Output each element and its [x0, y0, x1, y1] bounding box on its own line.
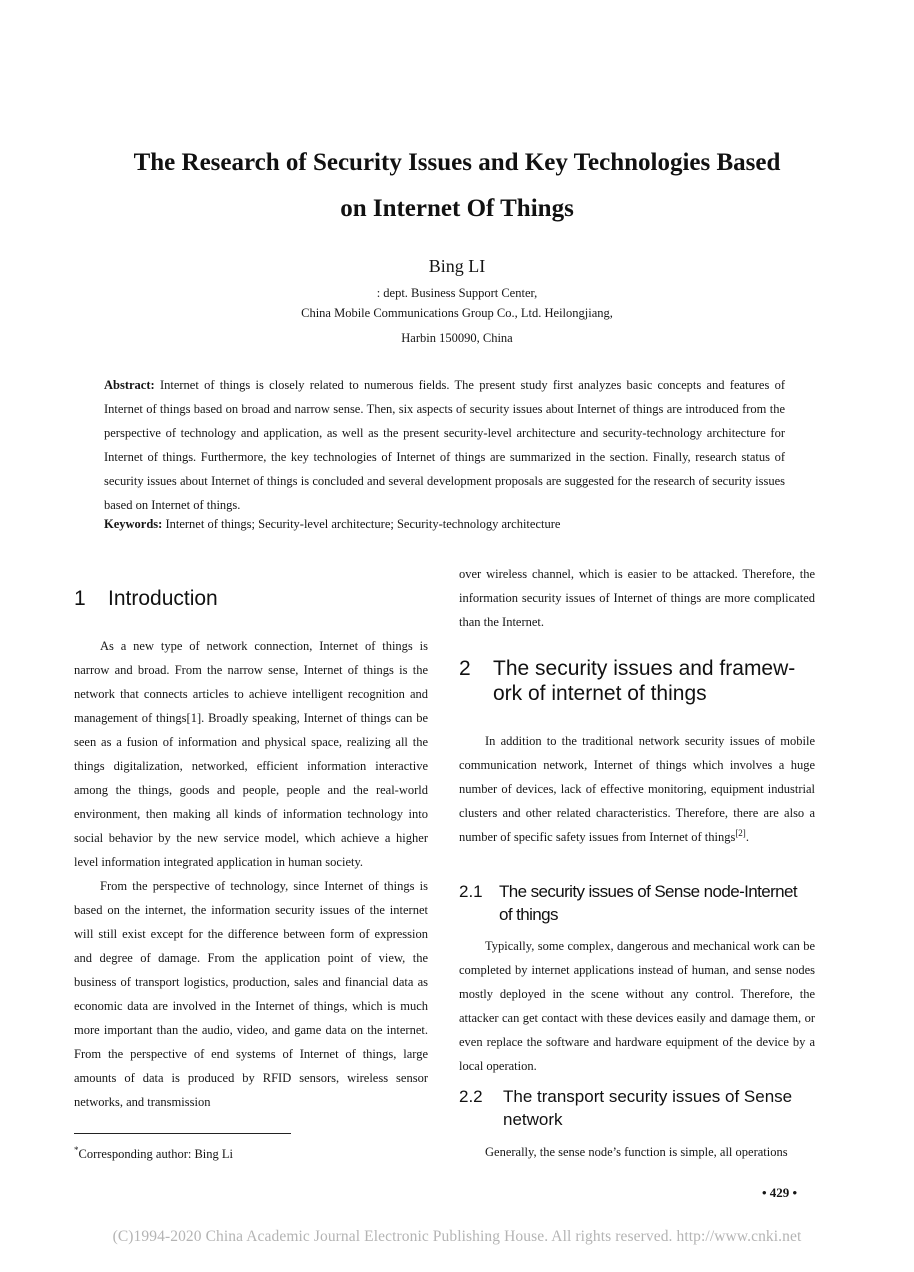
section-2-paragraph-end: . — [745, 830, 749, 844]
section-2-title-line-1: The security issues and framew- — [493, 657, 796, 680]
keywords — [104, 517, 785, 532]
subsection-2-1-title-line-1: The security issues of Sense node-Internet — [499, 882, 797, 901]
paper-title-line-1: The Research of Security Issues and Key Technologies Based — [133, 149, 781, 176]
subsection-2-1-title-line-2: of things — [499, 905, 558, 924]
section-2-body — [459, 729, 815, 849]
footnote-text: Corresponding author: Bing Li — [78, 1147, 233, 1161]
paper-title — [40, 140, 874, 232]
subsection-2-1-paragraph: Typically, some complex, dangerous and mechanical work can be completed by internet applications instead of human, and sense nodes mostly deployed in the scene without any control. Therefore, the attacker can get contact with these devices easily and damage them, or even replace the software and hardware equipment of the device by a local operation. — [459, 939, 815, 1073]
subsection-2-2-title-line-2: network — [503, 1110, 563, 1129]
subsection-2-2-title-line-1: The transport security issues of Sense — [503, 1087, 793, 1106]
section-2-heading — [459, 656, 819, 708]
affiliation-line-3: Harbin 150090, China — [401, 331, 513, 345]
footnote — [74, 1144, 233, 1162]
subsection-2-2-body — [459, 1140, 815, 1164]
subsection-2-2-paragraph: Generally, the sense node’s function is simple, all operations — [485, 1145, 788, 1159]
section-1-number: 1 — [74, 587, 86, 610]
section-2-number: 2 — [459, 657, 471, 680]
affiliation-line-1: : dept. Business Support Center, — [376, 286, 538, 300]
left-column-body — [74, 634, 428, 1114]
abstract-text: Internet of things is closely related to numerous fields. The present study first analyzes basic concepts and features of Internet of things based on broad and narrow sense. Then, six aspects of security issues about Internet of things are introduced from the perspective of technology and application, as well as the present security-level architecture and security-technology architecture for Internet of things. Furthermore, the key technologies of Internet of things are summarized in the section. Finally, research status of security issues about Internet of things is concluded and several development proposals are suggested for the research of security issues based on Internet of things. — [104, 378, 786, 512]
copyright-watermark: (C)1994-2020 China Academic Journal Electronic Publishing House. All rights reserved. http://www.cnki.net — [112, 1228, 802, 1245]
section-1-title: Introduction — [108, 587, 218, 610]
subsection-2-1-number: 2.1 — [459, 882, 483, 901]
keywords-text: Internet of things; Security-level architecture; Security-technology architecture — [165, 517, 561, 531]
subsection-2-2-number: 2.2 — [459, 1087, 483, 1106]
subsection-2-2-heading — [459, 1085, 819, 1131]
footnote-mark: * — [74, 1144, 79, 1155]
continued-paragraph: over wireless channel, which is easier to be attacked. Therefore, the information security issues of Internet of things are more complicated than the Internet. — [459, 567, 815, 629]
right-column-continuation — [459, 562, 815, 634]
subsection-2-1-body — [459, 934, 815, 1078]
abstract — [104, 374, 785, 517]
keywords-label: Keywords: — [104, 517, 163, 531]
affiliation-line-2: China Mobile Communications Group Co., Ltd. Heilongjiang, — [301, 306, 613, 320]
intro-paragraph-1: As a new type of network connection, Internet of things is narrow and broad. From the narrow sense, Internet of things is the network that connects articles to achieve intelligent recognition and management of things[1]. Broadly speaking, Internet of things can be seen as a fusion of information and physical space, realizing all the things digitalization, networked, efficient information interactive among the things, goods and people, people and the real-world environment, then making all kinds of information technology into social behavior by the new service model, which achieve a higher level information integrated application in human society. — [74, 639, 428, 869]
paper-title-line-2: on Internet Of Things — [340, 195, 574, 222]
footnote-rule — [74, 1133, 291, 1134]
citation-ref: [2] — [735, 827, 746, 838]
section-2-paragraph-text: In addition to the traditional network security issues of mobile communication network, Internet of things which involves a huge number of devices, lack of effective monitoring, equipment industrial clusters and other related characteristics. Therefore, there are also a number of specific safety issues from Internet of things — [459, 734, 815, 844]
abstract-label: Abstract: — [104, 378, 155, 392]
section-2-paragraph — [459, 729, 815, 849]
intro-paragraph-2: From the perspective of technology, since Internet of things is based on the internet, the information security issues of the internet will still exist except for the difference between form of expression and degree of damage. From the application point of view, the business of transport logistics, production, sales and financial data as economic data are involved in the Internet of things, which is much more important than the audio, video, and game data on the internet. From the perspective of end systems of Internet of things, large amounts of data is produced by RFID sensors, wireless sensor networks, and transmission — [74, 879, 428, 1109]
section-1-heading — [74, 587, 434, 615]
subsection-2-1-heading — [459, 880, 819, 926]
page-number: • 429 • — [762, 1185, 798, 1200]
section-2-title-line-2: ork of internet of things — [493, 682, 707, 705]
author-name: Bing LI — [428, 256, 486, 276]
